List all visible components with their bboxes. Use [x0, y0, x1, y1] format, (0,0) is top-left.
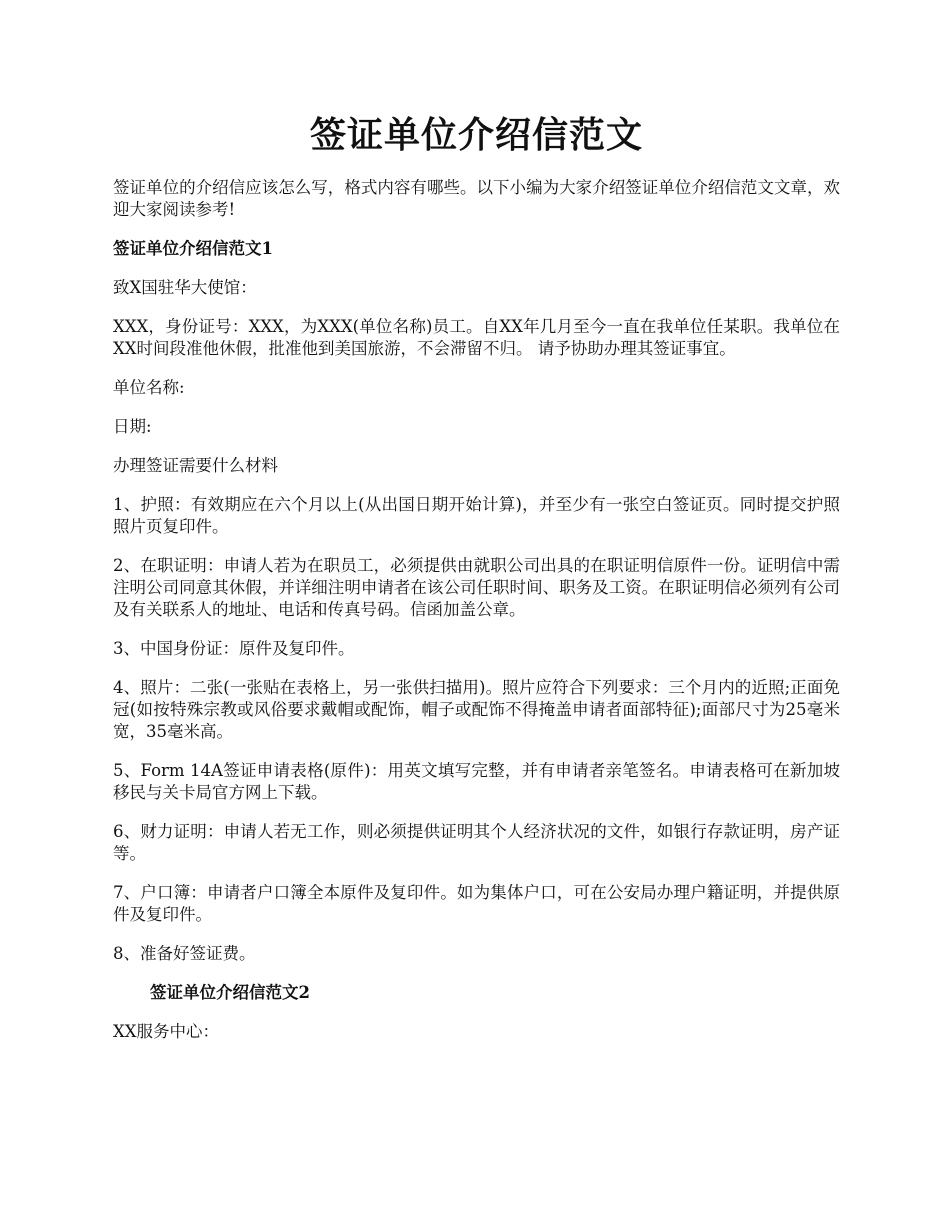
document-page [113, 108, 840, 1060]
page-title: 签证单位介绍信范文 [309, 114, 643, 156]
material-item-3: 3、中国身份证：原件及复印件。 [113, 639, 355, 658]
unit-name-field: 单位名称: [113, 378, 185, 397]
salutation-1: 致X国驻华大使馆： [113, 278, 257, 297]
material-item-8: 8、准备好签证费。 [113, 944, 256, 963]
salutation-2: XX服务中心： [113, 1022, 219, 1041]
material-item-5: 5、Form 14A签证申请表格(原件)：用英文填写完整，并有申请者亲笔签名。申请表格可在新加坡移民与关卡局官方网上下载。 [113, 761, 840, 802]
material-item-6: 6、财力证明：申请人若无工作，则必须提供证明其个人经济状况的文件，如银行存款证明，房产证等。 [113, 822, 840, 863]
section-1-heading: 签证单位介绍信范文1 [113, 239, 273, 258]
material-item-7: 7、户口簿：申请者户口簿全本原件及复印件。如为集体户口，可在公安局办理户籍证明，并提供原件及复印件。 [113, 883, 840, 924]
materials-title: 办理签证需要什么材料 [113, 456, 278, 475]
section-2-heading: 签证单位介绍信范文2 [150, 983, 310, 1002]
intro-paragraph: 签证单位的介绍信应该怎么写，格式内容有哪些。以下小编为大家介绍签证单位介绍信范文文章，欢迎大家阅读参考! [113, 178, 840, 219]
material-item-4: 4、照片：二张(一张贴在表格上，另一张供扫描用)。照片应符合下列要求：三个月内的近照;正面免冠(如按特殊宗教或风俗要求戴帽或配饰，帽子或配饰不得掩盖申请者面部特征);面部尺寸为25毫米宽，35毫米高。 [113, 678, 840, 741]
material-item-2: 2、在职证明：申请人若为在职员工，必须提供由就职公司出具的在职证明信原件一份。证明信中需注明公司同意其休假，并详细注明申请者在该公司任职时间、职务及工资。在职证明信必须列有公司及有关联系人的地址、电话和传真号码。信函加盖公章。 [113, 556, 840, 619]
date-field: 日期: [113, 417, 152, 436]
material-item-1: 1、护照：有效期应在六个月以上(从出国日期开始计算)，并至少有一张空白签证页。同时提交护照照片页复印件。 [113, 495, 840, 536]
letter-body-1: XXX，身份证号：XXX，为XXX(单位名称)员工。自XX年几月至今一直在我单位任某职。我单位在XX时间段准他休假，批准他到美国旅游，不会滞留不归。 请予协助办理其签证事宜。 [113, 317, 840, 358]
